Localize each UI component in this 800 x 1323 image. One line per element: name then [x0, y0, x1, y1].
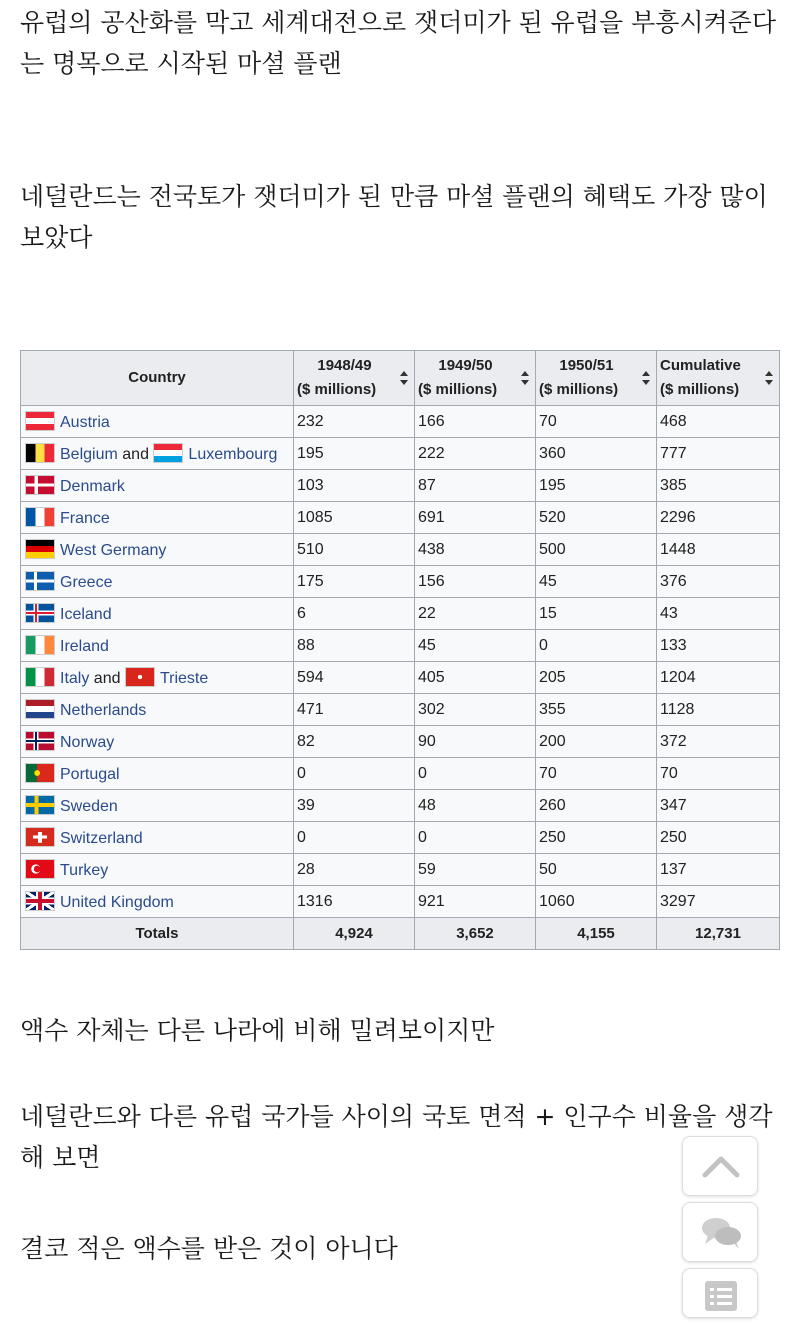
country-link[interactable]: Denmark: [60, 478, 125, 495]
value-cell: 438: [415, 534, 536, 566]
value-cell: 0: [415, 758, 536, 790]
value-cell: 0: [294, 822, 415, 854]
value-cell: 232: [294, 406, 415, 438]
value-cell: 59: [415, 854, 536, 886]
flag-icon: [25, 507, 55, 527]
country-cell: [21, 854, 294, 886]
table-row: [21, 758, 780, 790]
and-text: and: [122, 446, 149, 463]
flag-icon: [125, 667, 155, 687]
value-cell: 175: [294, 566, 415, 598]
header-1949-50[interactable]: 1949/50 ($ millions): [415, 351, 536, 406]
value-cell: 385: [657, 470, 780, 502]
value-cell: 48: [415, 790, 536, 822]
value-cell: 39: [294, 790, 415, 822]
sort-icon[interactable]: [400, 371, 408, 385]
value-cell: 43: [657, 598, 780, 630]
table-row: [21, 534, 780, 566]
flag-icon: [25, 411, 55, 431]
amount-paragraph: 액수 자체는 다른 나라에 비해 밀려보이지만: [20, 1016, 495, 1045]
value-cell: 500: [536, 534, 657, 566]
value-cell: 70: [657, 758, 780, 790]
table-row: [21, 566, 780, 598]
value-cell: 200: [536, 726, 657, 758]
total-cumulative: 12,731: [657, 918, 780, 950]
country-link[interactable]: Greece: [60, 574, 113, 591]
totals-label: Totals: [21, 918, 294, 950]
flag-icon: [25, 635, 55, 655]
country-link[interactable]: Switzerland: [60, 830, 143, 847]
value-cell: 205: [536, 662, 657, 694]
value-cell: 250: [657, 822, 780, 854]
value-cell: 1204: [657, 662, 780, 694]
value-cell: 28: [294, 854, 415, 886]
value-cell: 1448: [657, 534, 780, 566]
intro-paragraph: 유럽의 공산화를 막고 세계대전으로 잿더미가 된 유럽을 부흥시켜준다는 명목으로 시작된 마셜 플랜: [20, 8, 776, 78]
country-cell: [21, 886, 294, 918]
and-text: and: [93, 670, 121, 687]
sort-icon[interactable]: [765, 371, 773, 385]
value-cell: 6: [294, 598, 415, 630]
flag-icon: [25, 699, 55, 719]
value-cell: 156: [415, 566, 536, 598]
value-cell: 1060: [536, 886, 657, 918]
country-link[interactable]: Ireland: [60, 638, 109, 655]
value-cell: 355: [536, 694, 657, 726]
flag-icon: [25, 731, 55, 751]
value-cell: 222: [415, 438, 536, 470]
value-cell: 510: [294, 534, 415, 566]
value-cell: 88: [294, 630, 415, 662]
value-cell: 3297: [657, 886, 780, 918]
sort-icon[interactable]: [521, 371, 529, 385]
value-cell: 1316: [294, 886, 415, 918]
value-cell: 15: [536, 598, 657, 630]
table-header-row: [21, 351, 780, 406]
ratio-paragraph: 네덜란드와 다른 유럽 국가들 사이의 국토 면적 + 인구수 비율을 생각해 보면: [20, 1102, 773, 1172]
country-cell: [21, 502, 294, 534]
table-row: [21, 726, 780, 758]
country-cell: [21, 406, 294, 438]
header-country[interactable]: Country: [21, 351, 294, 406]
list-icon: [683, 1269, 759, 1319]
table-row: [21, 470, 780, 502]
value-cell: 921: [415, 886, 536, 918]
table-row: [21, 406, 780, 438]
value-cell: 0: [536, 630, 657, 662]
sort-icon[interactable]: [642, 371, 650, 385]
flag-icon: [25, 475, 55, 495]
value-cell: 372: [657, 726, 780, 758]
table-row: [21, 790, 780, 822]
country-link[interactable]: Norway: [60, 734, 115, 751]
flag-icon: [153, 443, 183, 463]
value-cell: 1128: [657, 694, 780, 726]
country-link[interactable]: Trieste: [159, 670, 209, 687]
value-cell: 250: [536, 822, 657, 854]
header-cumulative[interactable]: Cumulative ($ millions): [657, 351, 780, 406]
flag-icon: [25, 763, 55, 783]
flag-icon: [25, 539, 55, 559]
conclusion-paragraph: 결코 적은 액수를 받은 것이 아니다: [20, 1234, 398, 1263]
netherlands-paragraph: 네덜란드는 전국토가 잿더미가 된 만큼 마셜 플랜의 혜택도 가장 많이 보았다: [20, 182, 768, 252]
value-cell: 471: [294, 694, 415, 726]
value-cell: 360: [536, 438, 657, 470]
flag-icon: [25, 891, 55, 911]
value-cell: 1085: [294, 502, 415, 534]
table-row: [21, 598, 780, 630]
table-row: [21, 854, 780, 886]
value-cell: 166: [415, 406, 536, 438]
table-row: [21, 502, 780, 534]
header-1950-51[interactable]: 1950/51 ($ millions): [536, 351, 657, 406]
country-link[interactable]: Sweden: [60, 798, 118, 815]
country-cell: [21, 470, 294, 502]
flag-icon: [25, 667, 55, 687]
value-cell: 87: [415, 470, 536, 502]
country-cell: [21, 758, 294, 790]
country-link[interactable]: Turkey: [60, 862, 109, 879]
comments-button[interactable]: [682, 1202, 758, 1262]
scroll-top-button[interactable]: [682, 1136, 758, 1196]
totals-row: [21, 918, 780, 950]
country-cell: [21, 662, 294, 694]
country-cell: [21, 630, 294, 662]
value-cell: 376: [657, 566, 780, 598]
total-1948-49: 4,924: [294, 918, 415, 950]
value-cell: 0: [415, 822, 536, 854]
country-link[interactable]: Netherlands: [60, 702, 147, 719]
flag-icon: [25, 443, 55, 463]
table-row: [21, 438, 780, 470]
value-cell: 405: [415, 662, 536, 694]
total-1950-51: 4,155: [536, 918, 657, 950]
value-cell: 195: [536, 470, 657, 502]
value-cell: 347: [657, 790, 780, 822]
country-cell: [21, 822, 294, 854]
value-cell: 468: [657, 406, 780, 438]
table-row: [21, 630, 780, 662]
country-link[interactable]: Belgium: [60, 446, 118, 463]
value-cell: 133: [657, 630, 780, 662]
flag-icon: [25, 603, 55, 623]
country-cell: [21, 534, 294, 566]
country-link[interactable]: France: [60, 510, 110, 527]
value-cell: 45: [536, 566, 657, 598]
header-1948-49[interactable]: 1948/49 ($ millions): [294, 351, 415, 406]
table-row: [21, 694, 780, 726]
table-row: [21, 822, 780, 854]
country-link[interactable]: Austria: [60, 414, 110, 431]
country-link[interactable]: West Germany: [60, 542, 167, 559]
country-link[interactable]: Luxembourg: [188, 446, 278, 463]
country-cell: [21, 598, 294, 630]
value-cell: 0: [294, 758, 415, 790]
country-cell: [21, 790, 294, 822]
total-1949-50: 3,652: [415, 918, 536, 950]
country-cell: [21, 726, 294, 758]
country-link[interactable]: United Kingdom: [60, 894, 174, 911]
flag-icon: [25, 827, 55, 847]
country-link[interactable]: Iceland: [60, 606, 112, 623]
value-cell: 302: [415, 694, 536, 726]
value-cell: 70: [536, 758, 657, 790]
country-cell: [21, 694, 294, 726]
table-row: [21, 662, 780, 694]
value-cell: 594: [294, 662, 415, 694]
table-row: [21, 886, 780, 918]
value-cell: 195: [294, 438, 415, 470]
value-cell: 777: [657, 438, 780, 470]
value-cell: 103: [294, 470, 415, 502]
country-cell: [21, 566, 294, 598]
country-link[interactable]: Italy: [60, 670, 90, 687]
value-cell: 137: [657, 854, 780, 886]
value-cell: 22: [415, 598, 536, 630]
value-cell: 2296: [657, 502, 780, 534]
value-cell: 70: [536, 406, 657, 438]
flag-icon: [25, 859, 55, 879]
country-cell: [21, 438, 294, 470]
value-cell: 691: [415, 502, 536, 534]
value-cell: 50: [536, 854, 657, 886]
value-cell: 82: [294, 726, 415, 758]
marshall-plan-table: [20, 350, 780, 950]
flag-icon: [25, 571, 55, 591]
value-cell: 520: [536, 502, 657, 534]
chat-bubbles-icon: [683, 1203, 759, 1263]
value-cell: 260: [536, 790, 657, 822]
chevron-up-icon: [683, 1137, 759, 1197]
flag-icon: [25, 795, 55, 815]
list-button[interactable]: [682, 1268, 758, 1318]
value-cell: 90: [415, 726, 536, 758]
value-cell: 45: [415, 630, 536, 662]
country-link[interactable]: Portugal: [60, 766, 120, 783]
